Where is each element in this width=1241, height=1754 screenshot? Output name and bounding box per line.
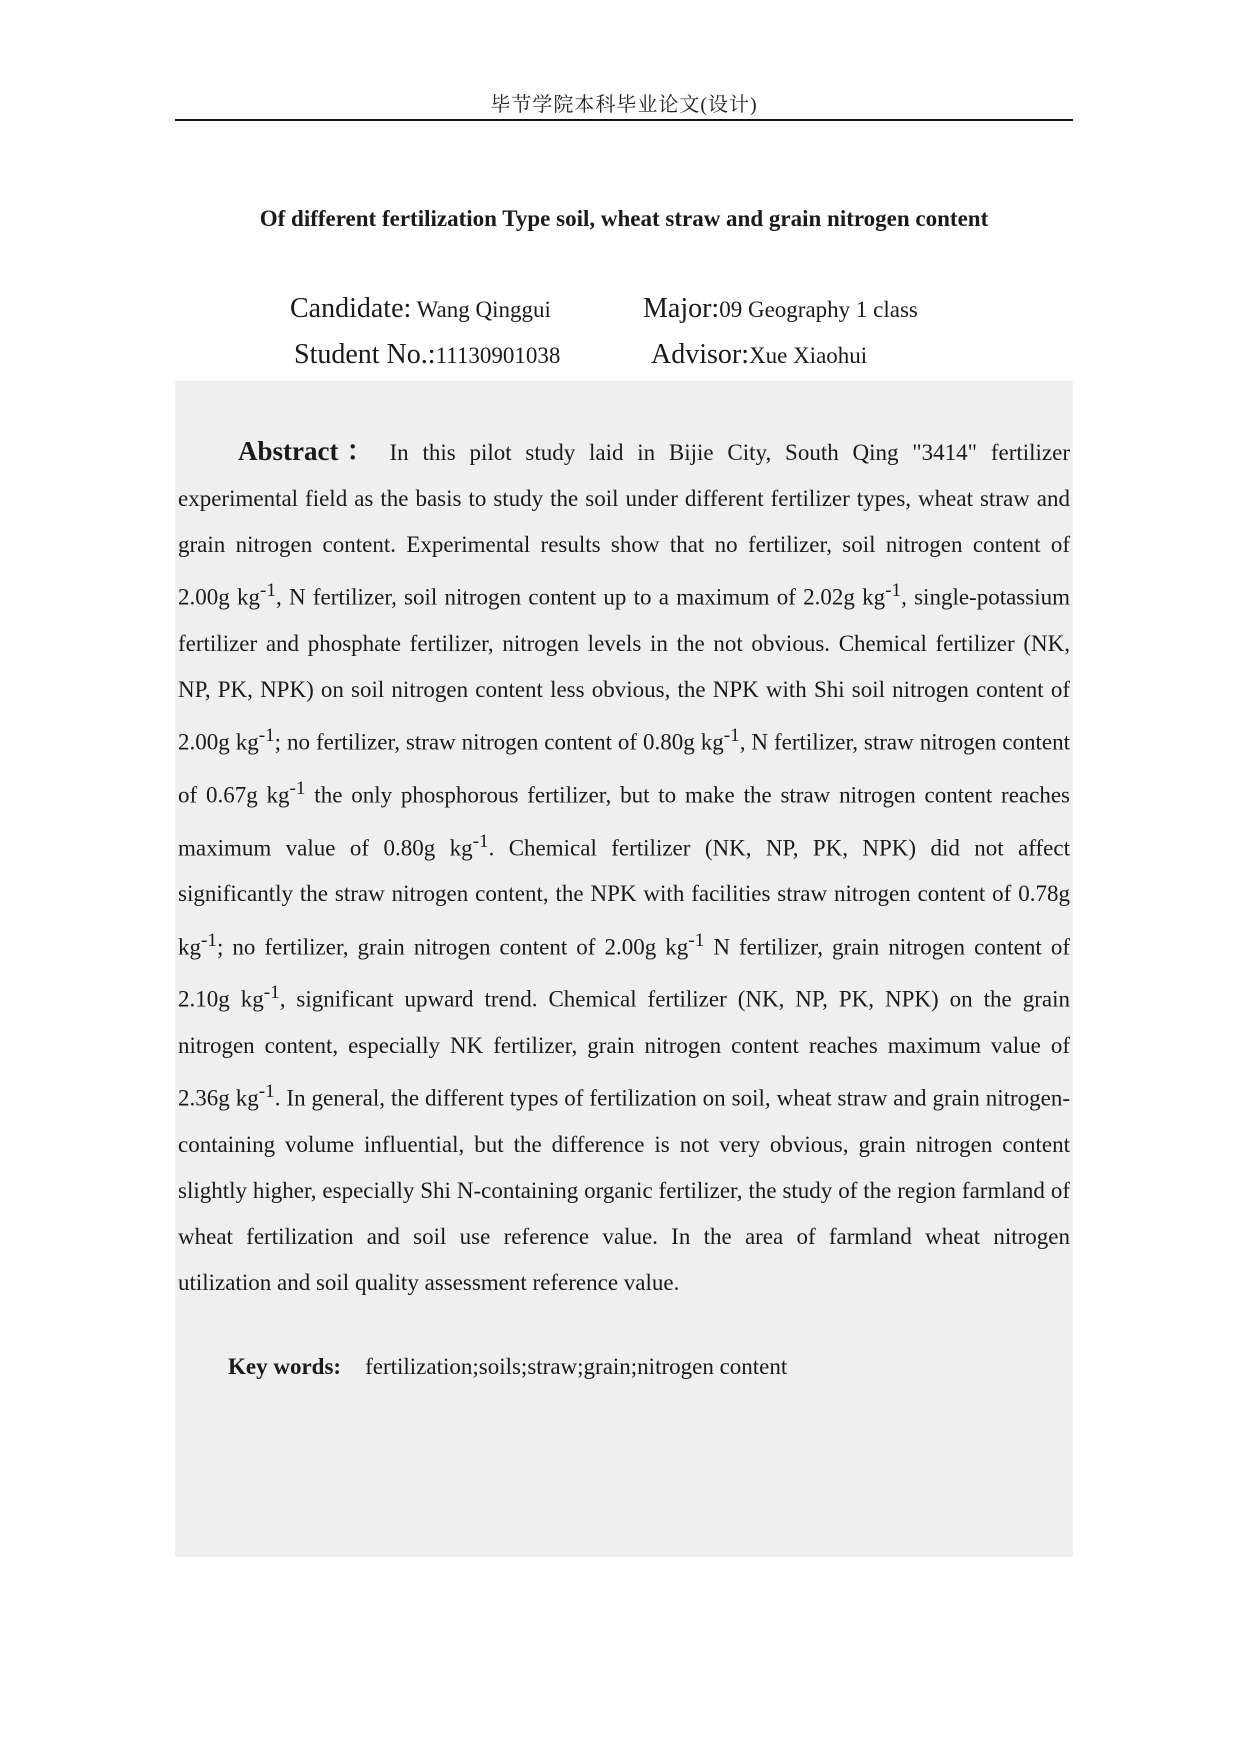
superscript: -1 (688, 929, 705, 951)
abstract-text: In this pilot study laid in Bijie City, South Qing "3414" fertilizer experimental field as the basis to study the soil under different fertilizer types, wheat straw and grain nitrogen content. Experimental results show that no fertilizer, soil nitrogen content of 2.00g kg (178, 440, 1070, 610)
abstract-text: , single-potassium fertilizer and phosphate fertilizer, nitrogen levels in the not obvious. Chemical fertilizer (NK, NP, PK, NPK) on soil nitrogen content less obvious, the NPK with Shi soil nitrogen content of 2.00g kg (178, 584, 1070, 755)
superscript: -1 (201, 929, 217, 951)
abstract-text: . Chemical fertilizer (NK, NP, PK, NPK) did not affect significantly the straw nitrogen content, the NPK with facilities straw nitrogen content of 0.78g kg (178, 835, 1070, 960)
abstract-text: the only phosphorous fertilizer, but to make the straw nitrogen content reaches maximum value of 0.80g kg (178, 782, 1070, 861)
major-value: 09 Geography 1 class (719, 297, 918, 322)
keywords-label: Key words: (228, 1354, 342, 1379)
keywords-value: fertilization;soils;straw;grain;nitrogen content (365, 1354, 788, 1379)
student-no-label: Student No.: (294, 339, 436, 370)
abstract-text: , N fertilizer, soil nitrogen content up to a maximum of 2.02g kg (275, 584, 886, 610)
major-label: Major: (643, 293, 720, 324)
superscript: -1 (723, 725, 740, 747)
superscript: -1 (472, 830, 489, 852)
header-rule (175, 119, 1073, 121)
paper-title: Of different fertilization Type soil, wheat straw and grain nitrogen content (259, 206, 989, 231)
abstract-text: ; no fertilizer, straw nitrogen content of 0.80g kg (274, 729, 724, 755)
superscript: -1 (885, 580, 902, 602)
superscript: -1 (258, 725, 275, 747)
candidate-line (290, 293, 551, 325)
student-no-value: 11130901038 (435, 343, 561, 368)
superscript: -1 (258, 1081, 275, 1103)
advisor-label: Advisor: (651, 339, 749, 370)
candidate-value: Wang Qinggui (411, 297, 551, 322)
abstract-label: Abstract： (238, 436, 382, 466)
abstract-text: N fertilizer, grain nitrogen content of 2.10g kg (178, 934, 1070, 1012)
abstract-text: , N fertilizer, straw nitrogen content of 0.67g kg (178, 729, 1070, 808)
superscript: -1 (289, 777, 306, 799)
superscript: -1 (260, 580, 276, 602)
candidate-label: Candidate: (290, 293, 412, 324)
superscript: -1 (263, 982, 280, 1004)
running-head: 毕节学院本科毕业论文(设计) (490, 94, 758, 116)
major-line (643, 293, 918, 325)
advisor-line (651, 339, 867, 371)
abstract-text: . In general, the different types of fertilization on soil, wheat straw and grain nitrogen-containing volume influential, but the difference is not very obvious, grain nitrogen content slightly higher, especially Shi N-containing organic fertilizer, the study of the region farmland of wheat fertilization and soil use reference value. In the area of farmland wheat nitrogen utilization and soil quality assessment reference value. (178, 1085, 1070, 1296)
abstract-paragraph (178, 428, 1070, 1306)
advisor-value: Xue Xiaohui (749, 343, 868, 368)
keywords-line (228, 1354, 787, 1380)
abstract-text: , significant upward trend. Chemical fertilizer (NK, NP, PK, NPK) on the grain nitrogen content, especially NK fertilizer, grain nitrogen content reaches maximum value of 2.36g kg (178, 986, 1070, 1111)
student-no-line (294, 339, 560, 371)
abstract-text: ; no fertilizer, grain nitrogen content of 2.00g kg (216, 934, 689, 960)
